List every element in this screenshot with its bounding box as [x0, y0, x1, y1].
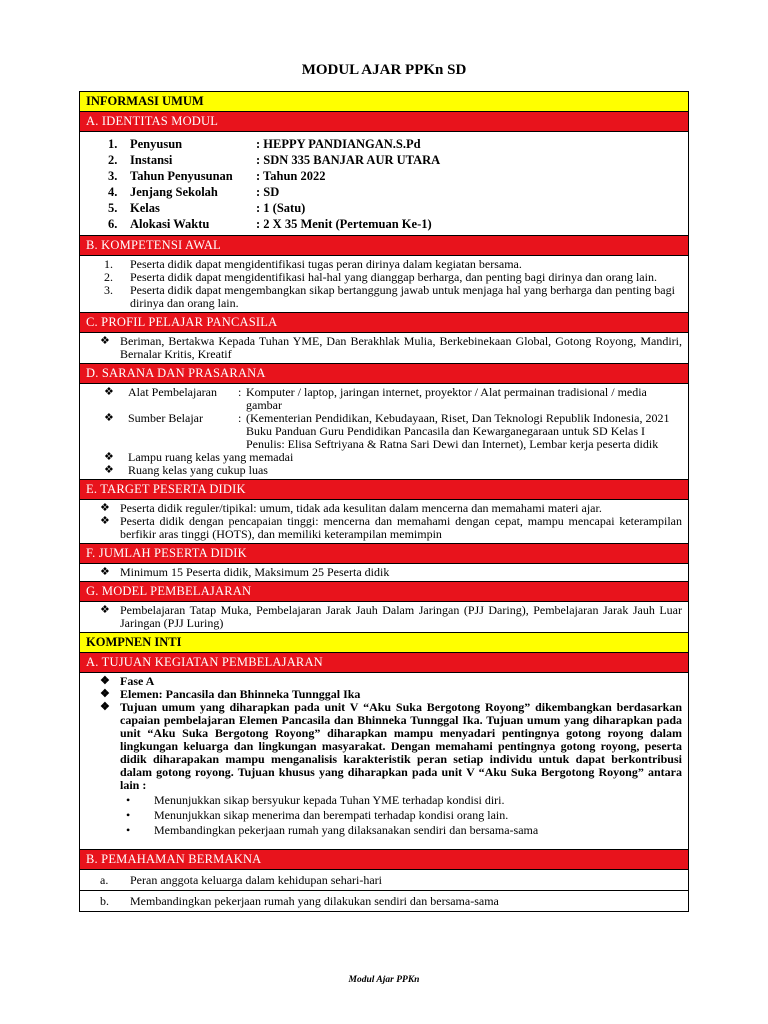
section-jumlah-header: F. JUMLAH PESERTA DIDIK: [80, 544, 688, 564]
list-item: ❖ Fase A: [80, 675, 682, 688]
list-item: ❖ Sumber Belajar : (Kementerian Pendidikan, Kebudayaan, Riset, Dan Teknologi Republik Indonesia, 2021 Buku Panduan Guru Pendidikan Pancasila dan Kewarganegaraan untuk SD Kelas I Penulis: Elisa Seftriyana & Ratna Sari Dewi dan Internet), Lembar kerja peserta didik: [80, 412, 682, 451]
kompetensi-list: [80, 256, 688, 313]
page-footer: Modul Ajar PPKn: [348, 975, 420, 985]
module-table: [79, 91, 689, 912]
section-identitas-modul-header: A. IDENTITAS MODUL: [80, 112, 688, 132]
list-item: a. Peran anggota keluarga dalam kehidupan sehari-hari: [80, 870, 688, 891]
document-title: MODUL AJAR PPKn SD: [301, 62, 467, 78]
diamond-bullet-icon: ❖: [104, 386, 114, 398]
section-profil-pelajar-header: C. PROFIL PELAJAR PANCASILA: [80, 313, 688, 333]
identitas-row: 5. Kelas : 1 (Satu): [108, 201, 306, 215]
section-tujuan-header: A. TUJUAN KEGIATAN PEMBELAJARAN: [80, 653, 688, 673]
identitas-row: 6. Alokasi Waktu : 2 X 35 Menit (Pertemuan Ke-1): [108, 217, 432, 231]
diamond-bullet-icon: ❖: [100, 701, 110, 713]
bullet-icon: •: [126, 793, 131, 807]
jumlah-content: [80, 564, 688, 582]
section-kompetensi-awal-header: B. KOMPETENSI AWAL: [80, 236, 688, 256]
sarana-content: [80, 384, 688, 480]
section-komponen-inti: KOMPNEN INTI: [80, 633, 688, 653]
list-item: 3. Peserta didik dapat mengembangkan sikap bertanggung jawab untuk menjaga hal yang berharga dan penting bagi dirinya dan orang lain.: [104, 283, 675, 310]
list-item: • Menunjukkan sikap bersyukur kepada Tuhan YME terhadap kondisi diri.: [80, 794, 682, 807]
diamond-bullet-icon: ❖: [100, 675, 110, 687]
section-model-header: G. MODEL PEMBELAJARAN: [80, 582, 688, 602]
section-informasi-umum: INFORMASI UMUM: [80, 92, 688, 112]
list-item: 1. Peserta didik dapat mengidentifikasi tugas peran dirinya dalam kegiatan bersama.: [104, 257, 522, 271]
model-content: [80, 602, 688, 633]
diamond-bullet-icon: ❖: [100, 502, 110, 514]
diamond-bullet-icon: ❖: [100, 335, 110, 347]
section-pemahaman-header: B. PEMAHAMAN BERMAKNA: [80, 850, 688, 870]
list-item: ❖ Pembelajaran Tatap Muka, Pembelajaran Jarak Jauh Dalam Jaringan (PJJ Daring), Pembelajaran Jarak Jauh Luar Jaringan (PJJ Luring): [80, 604, 682, 630]
bullet-icon: •: [126, 808, 131, 822]
list-item: ❖ Minimum 15 Peserta didik, Maksimum 25 Peserta didik: [80, 566, 682, 579]
list-item: ❖ Alat Pembelajaran : Komputer / laptop, jaringan internet, proyektor / Alat permainan tradisional / media gambar: [80, 386, 682, 412]
list-item: ❖ Lampu ruang kelas yang memadai: [80, 451, 682, 464]
diamond-bullet-icon: ❖: [100, 688, 110, 700]
diamond-bullet-icon: ❖: [100, 566, 110, 578]
identitas-row: 1. Penyusun : HEPPY PANDIANGAN.S.Pd: [108, 137, 421, 151]
section-target-header: E. TARGET PESERTA DIDIK: [80, 480, 688, 500]
list-item: ❖ Elemen: Pancasila dan Bhinneka Tunnggal Ika: [80, 688, 682, 701]
list-item: ❖ Beriman, Bertakwa Kepada Tuhan YME, Dan Berakhlak Mulia, Berkebinekaan Global, Gotong Royong, Mandiri, Bernalar Kritis, Kreatif: [80, 335, 682, 361]
list-item: ❖ Ruang kelas yang cukup luas: [80, 464, 682, 477]
list-item: • Menunjukkan sikap menerima dan berempati terhadap kondisi orang lain.: [80, 809, 682, 822]
list-item: ❖ Tujuan umum yang diharapkan pada unit V “Aku Suka Bergotong Royong” dikembangkan berdasarkan capaian pembelajaran Elemen Pancasila dan Bhinneka Tunnggal Ika. Tujuan umum yang diharapkan pada unit “Aku Suka Bergotong Royong” diharapkan mampu menyadari pentingnya gotong royong dalam lingkungan keluarga dan lingkungan masyarakat. Dengan memahami pentingnya gotong royong, peserta didik diharapakan mampu menganalisis karakteristik peran setiap individu untuk dapat berkontribusi dalam gotong royong. Tujuan khusus yang diharapkan pada unit V “Aku Suka Bergotong Royong” antara lain :: [80, 701, 682, 792]
diamond-bullet-icon: ❖: [104, 464, 114, 476]
list-item: ❖ Peserta didik dengan pencapaian tinggi: mencerna dan memahami dengan cepat, mampu mencapai keterampilan berfikir aras tinggi (HOTS), dan memiliki keterampilan memimpin: [80, 515, 682, 541]
profil-content: [80, 333, 688, 364]
target-content: [80, 500, 688, 544]
diamond-bullet-icon: ❖: [100, 515, 110, 527]
identitas-row: 3. Tahun Penyusunan : Tahun 2022: [108, 169, 326, 183]
list-item: ❖ Peserta didik reguler/tipikal: umum, tidak ada kesulitan dalam mencerna dan memahami materi ajar.: [80, 502, 682, 515]
list-item: b. Membandingkan pekerjaan rumah yang dilakukan sendiri dan bersama-sama: [100, 894, 499, 908]
list-item: • Membandingkan pekerjaan rumah yang dilaksanakan sendiri dan bersama-sama: [80, 824, 682, 837]
identitas-row: 4. Jenjang Sekolah : SD: [108, 185, 280, 199]
tujuan-content: [80, 673, 688, 850]
identitas-list: [80, 132, 688, 236]
list-item: 2. Peserta didik dapat mengidentifikasi hal-hal yang dianggap berharga, dan penting bagi dirinya dan orang lain.: [104, 270, 657, 284]
identitas-row: 2. Instansi : SDN 335 BANJAR AUR UTARA: [108, 153, 441, 167]
section-sarana-header: D. SARANA DAN PRASARANA: [80, 364, 688, 384]
diamond-bullet-icon: ❖: [104, 412, 114, 424]
bullet-icon: •: [126, 823, 131, 837]
diamond-bullet-icon: ❖: [104, 451, 114, 463]
diamond-bullet-icon: ❖: [100, 604, 110, 616]
